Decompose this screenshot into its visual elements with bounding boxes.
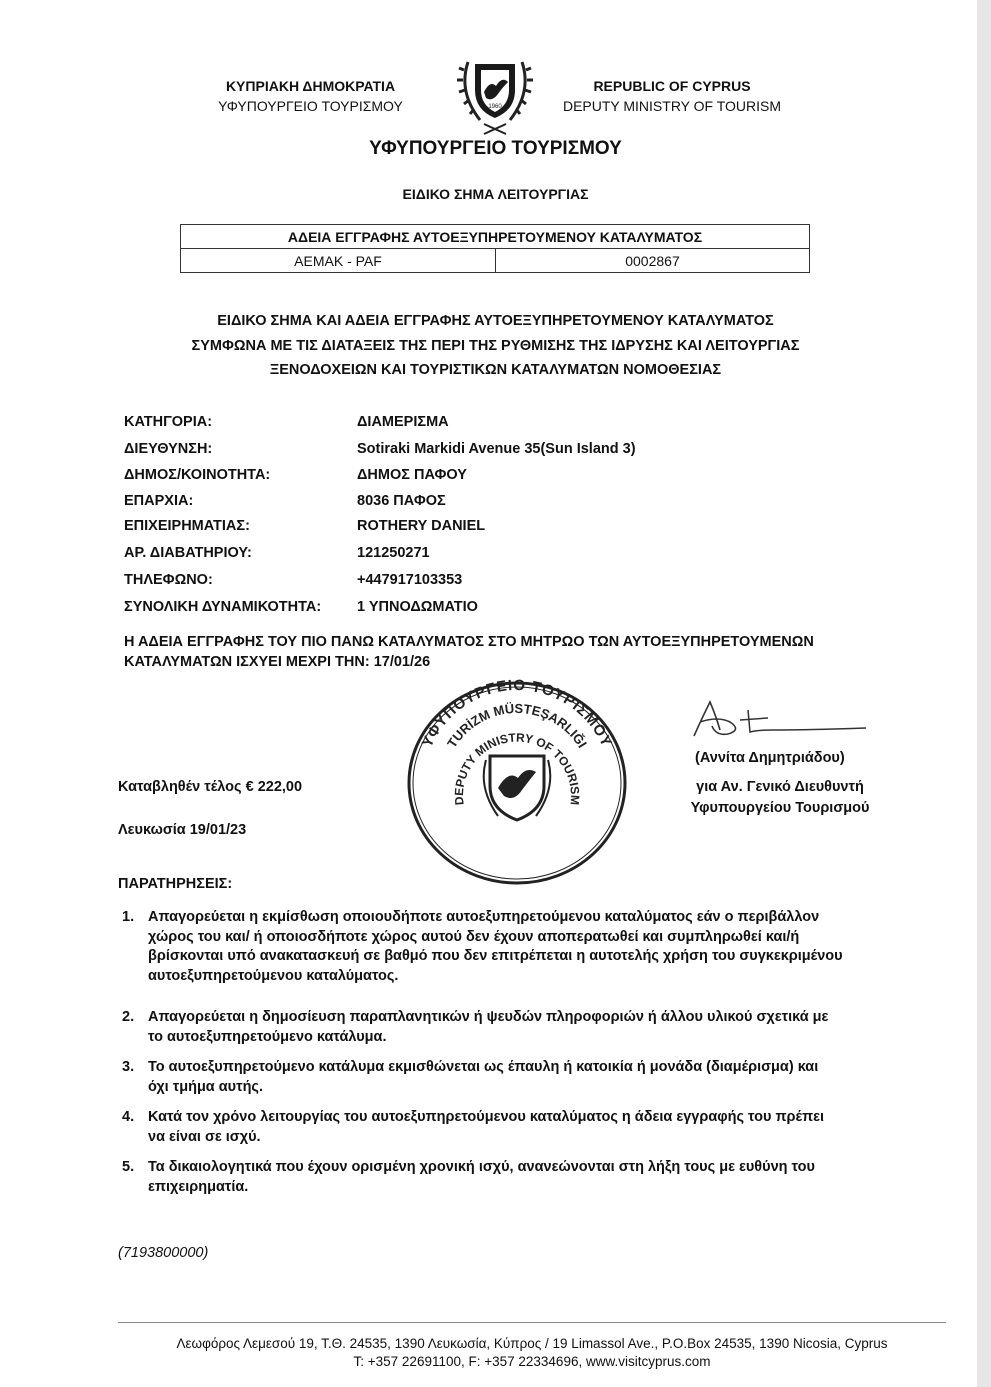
field-label: ΕΠΙΧΕΙΡΗΜΑΤΙΑΣ: xyxy=(124,518,250,534)
field-label: ΤΗΛΕΦΩΝΟ: xyxy=(124,572,213,588)
stamp-outer-text: ΥΦΥΠΟΥΡΓΕΙΟ ΤΟΥΡΙΣΜΟΥ xyxy=(418,678,616,750)
note-line: Απαγορεύεται η εκμίσθωση οποιουδήποτε αυτοεξυπηρετούμενου καταλύματος εάν ο περιβάλλον xyxy=(148,909,820,925)
field-row-capacity xyxy=(124,599,824,619)
stamp-inner-text: DEPUTY MINISTRY OF TOURISM xyxy=(451,730,583,806)
note-item xyxy=(122,908,952,986)
place-date: Λευκωσία 19/01/23 xyxy=(118,822,247,838)
official-stamp xyxy=(402,678,632,893)
field-label: ΕΠΑΡΧΙΑ: xyxy=(124,493,194,509)
field-row-district xyxy=(124,493,824,513)
note-number: 5. xyxy=(122,1159,135,1175)
field-row-business-owner xyxy=(124,518,824,538)
header-gr-line2: ΥΦΥΠΟΥΡΓΕΙΟ ΤΟΥΡΙΣΜΟΥ xyxy=(218,98,403,114)
field-label: ΚΑΤΗΓΟΡΙΑ: xyxy=(124,414,213,430)
header-english xyxy=(548,76,796,116)
page-edge xyxy=(977,0,991,1387)
signatory-role-line1: για Αν. Γενικό Διευθυντή xyxy=(696,779,864,795)
field-label: ΔΙΕΥΘΥΝΣΗ: xyxy=(124,441,213,457)
field-value: Sotiraki Markidi Avenue 35(Sun Island 3) xyxy=(357,441,636,457)
field-value: +447917103353 xyxy=(357,572,463,588)
note-line: Κατά τον χρόνο λειτουργίας του αυτοεξυπηρετούμενου καταλύματος η άδεια εγγραφής του πρέπει xyxy=(148,1109,825,1125)
note-line: Τα δικαιολογητικά που έχουν ορισμένη χρονική ισχύ, ανανεώνονται στη λήξη τους με ευθύνη του xyxy=(148,1159,815,1175)
fee-paid: Καταβληθέν τέλος € 222,00 xyxy=(118,779,303,795)
emblem-year: 1960 xyxy=(488,104,502,110)
note-item xyxy=(122,1158,952,1197)
header-greek xyxy=(198,76,423,116)
note-number: 2. xyxy=(122,1009,135,1025)
coat-of-arms-emblem xyxy=(450,52,540,141)
note-item xyxy=(122,1108,952,1147)
license-number: 0002867 xyxy=(496,249,810,273)
header-en-line1: REPUBLIC OF CYPRUS xyxy=(593,78,751,94)
note-item xyxy=(122,1008,952,1047)
note-number: 3. xyxy=(122,1059,135,1075)
page-title: ΥΦΥΠΟΥΡΓΕΙΟ ΤΟΥΡΙΣΜΟΥ xyxy=(369,138,622,159)
field-row-municipality xyxy=(124,467,824,487)
note-line: επιχειρηματία. xyxy=(148,1178,249,1195)
note-line: το αυτοεξυπηρετούμενο κατάλυμα. xyxy=(148,1028,387,1045)
note-line: Απαγορεύεται η δημοσίευση παραπλανητικών ή ψευδών πληροφοριών ή άλλου υλικού σχετικά με xyxy=(148,1009,829,1025)
signatory-name: (Αννίτα Δημητριάδου) xyxy=(695,750,845,766)
note-item xyxy=(122,1058,952,1097)
signatory-role xyxy=(650,777,910,819)
footer-contact: T: +357 22691100, F: +357 22334696, www.visitcyprus.com xyxy=(353,1354,711,1369)
license-code: ΑΕΜΑΚ - PAF xyxy=(181,249,496,273)
legal-heading xyxy=(0,309,991,383)
legal-heading-line1: ΕΙΔΙΚΟ ΣΗΜΑ ΚΑΙ ΑΔΕΙΑ ΕΓΓΡΑΦΗΣ ΑΥΤΟΕΞΥΠΗΡΕΤΟΥΜΕΝΟΥ ΚΑΤΑΛΥΜΑΤΟΣ xyxy=(217,313,774,329)
license-table-header: ΑΔΕΙΑ ΕΓΓΡΑΦΗΣ ΑΥΤΟΕΞΥΠΗΡΕΤΟΥΜΕΝΟΥ ΚΑΤΑΛΥΜΑΤΟΣ xyxy=(181,225,810,249)
field-label: ΣΥΝΟΛΙΚΗ ΔΥΝΑΜΙΚΟΤΗΤΑ: xyxy=(124,599,322,615)
note-line: Το αυτοεξυπηρετούμενο κατάλυμα εκμισθώνεται ως έπαυλη ή κατοικία ή μονάδα (διαμέρισμα) και xyxy=(148,1059,819,1075)
header-gr-line1: ΚΥΠΡΙΑΚΗ ΔΗΜΟΚΡΑΤΙΑ xyxy=(225,78,396,94)
footer-address: Λεωφόρος Λεμεσού 19, Τ.Θ. 24535, 1390 Λευκωσία, Κύπρος / 19 Limassol Ave., P.O.Box 24535, 1390 Nicosia, Cyprus xyxy=(176,1336,888,1351)
footer xyxy=(0,1335,991,1371)
signature xyxy=(688,696,873,749)
field-value: 8036 ΠΑΦΟΣ xyxy=(357,493,446,509)
license-table xyxy=(180,224,810,273)
validity-statement xyxy=(124,632,814,672)
field-value: ΔΗΜΟΣ ΠΑΦΟΥ xyxy=(357,467,467,483)
field-row-category xyxy=(124,414,824,434)
note-number: 1. xyxy=(122,909,135,925)
document-code: (7193800000) xyxy=(118,1245,209,1261)
signatory-role-line2: Υφυπουργείου Τουρισμού xyxy=(690,800,870,816)
note-line: βρίσκονται υπό ανακατασκευή σε βαθμό που δεν επιτρέπεται η αυτοτελής χρήση του συγκεκριμένου xyxy=(148,948,843,964)
note-line: όχι τμήμα αυτής. xyxy=(148,1078,264,1095)
notes-heading: ΠΑΡΑΤΗΡΗΣΕΙΣ: xyxy=(118,876,233,892)
field-label: ΔΗΜΟΣ/ΚΟΙΝΟΤΗΤΑ: xyxy=(124,467,271,483)
note-number: 4. xyxy=(122,1109,135,1125)
field-value: ROTHERY DANIEL xyxy=(357,518,486,534)
field-row-passport xyxy=(124,545,824,565)
field-value: 1 ΥΠΝΟΔΩΜΑΤΙΟ xyxy=(357,599,478,615)
field-value: ΔΙΑΜΕΡΙΣΜΑ xyxy=(357,414,449,430)
field-label: ΑΡ. ΔΙΑΒΑΤΗΡΙΟΥ: xyxy=(124,545,252,561)
validity-line2: ΚΑΤΑΛΥΜΑΤΩΝ ΙΣΧΥΕΙ ΜΕΧΡΙ ΤΗΝ: 17/01/26 xyxy=(124,654,431,670)
field-row-address xyxy=(124,441,824,461)
page-subtitle: ΕΙΔΙΚΟ ΣΗΜΑ ΛΕΙΤΟΥΡΓΙΑΣ xyxy=(402,186,589,202)
note-line: αυτοεξυπηρετούμενου καταλύματος. xyxy=(148,967,399,984)
note-line: χώρος του και/ ή οποιοσδήποτε χώρος αυτού δεν έχουν αποπερατωθεί και συμπληρωθεί και/ή xyxy=(148,928,800,945)
field-row-phone xyxy=(124,572,824,592)
note-line: να είναι σε ισχύ. xyxy=(148,1128,261,1145)
header-en-line2: DEPUTY MINISTRY OF TOURISM xyxy=(562,98,782,114)
notes-list xyxy=(122,908,952,1208)
legal-heading-line2: ΣΥΜΦΩΝΑ ΜΕ ΤΙΣ ΔΙΑΤΑΞΕΙΣ ΤΗΣ ΠΕΡΙ ΤΗΣ ΡΥΘΜΙΣΗΣ ΤΗΣ ΙΔΡΥΣΗΣ ΚΑΙ ΛΕΙΤΟΥΡΓΙΑΣ xyxy=(191,337,800,354)
stamp-middle-text: TURİZM MÜSTEŞARLIĞI xyxy=(444,700,591,751)
legal-heading-line3: ΞΕΝΟΔΟΧΕΙΩΝ ΚΑΙ ΤΟΥΡΙΣΤΙΚΩΝ ΚΑΤΑΛΥΜΑΤΩΝ ΝΟΜΟΘΕΣΙΑΣ xyxy=(269,362,722,378)
footer-divider xyxy=(118,1322,946,1323)
validity-line1: Η ΑΔΕΙΑ ΕΓΓΡΑΦΗΣ ΤΟΥ ΠΙΟ ΠΑΝΩ ΚΑΤΑΛΥΜΑΤΟΣ ΣΤΟ ΜΗΤΡΩΟ ΤΩΝ ΑΥΤΟΕΞΥΠΗΡΕΤΟΥΜΕΝΩΝ xyxy=(124,634,814,650)
field-value: 121250271 xyxy=(357,545,430,561)
